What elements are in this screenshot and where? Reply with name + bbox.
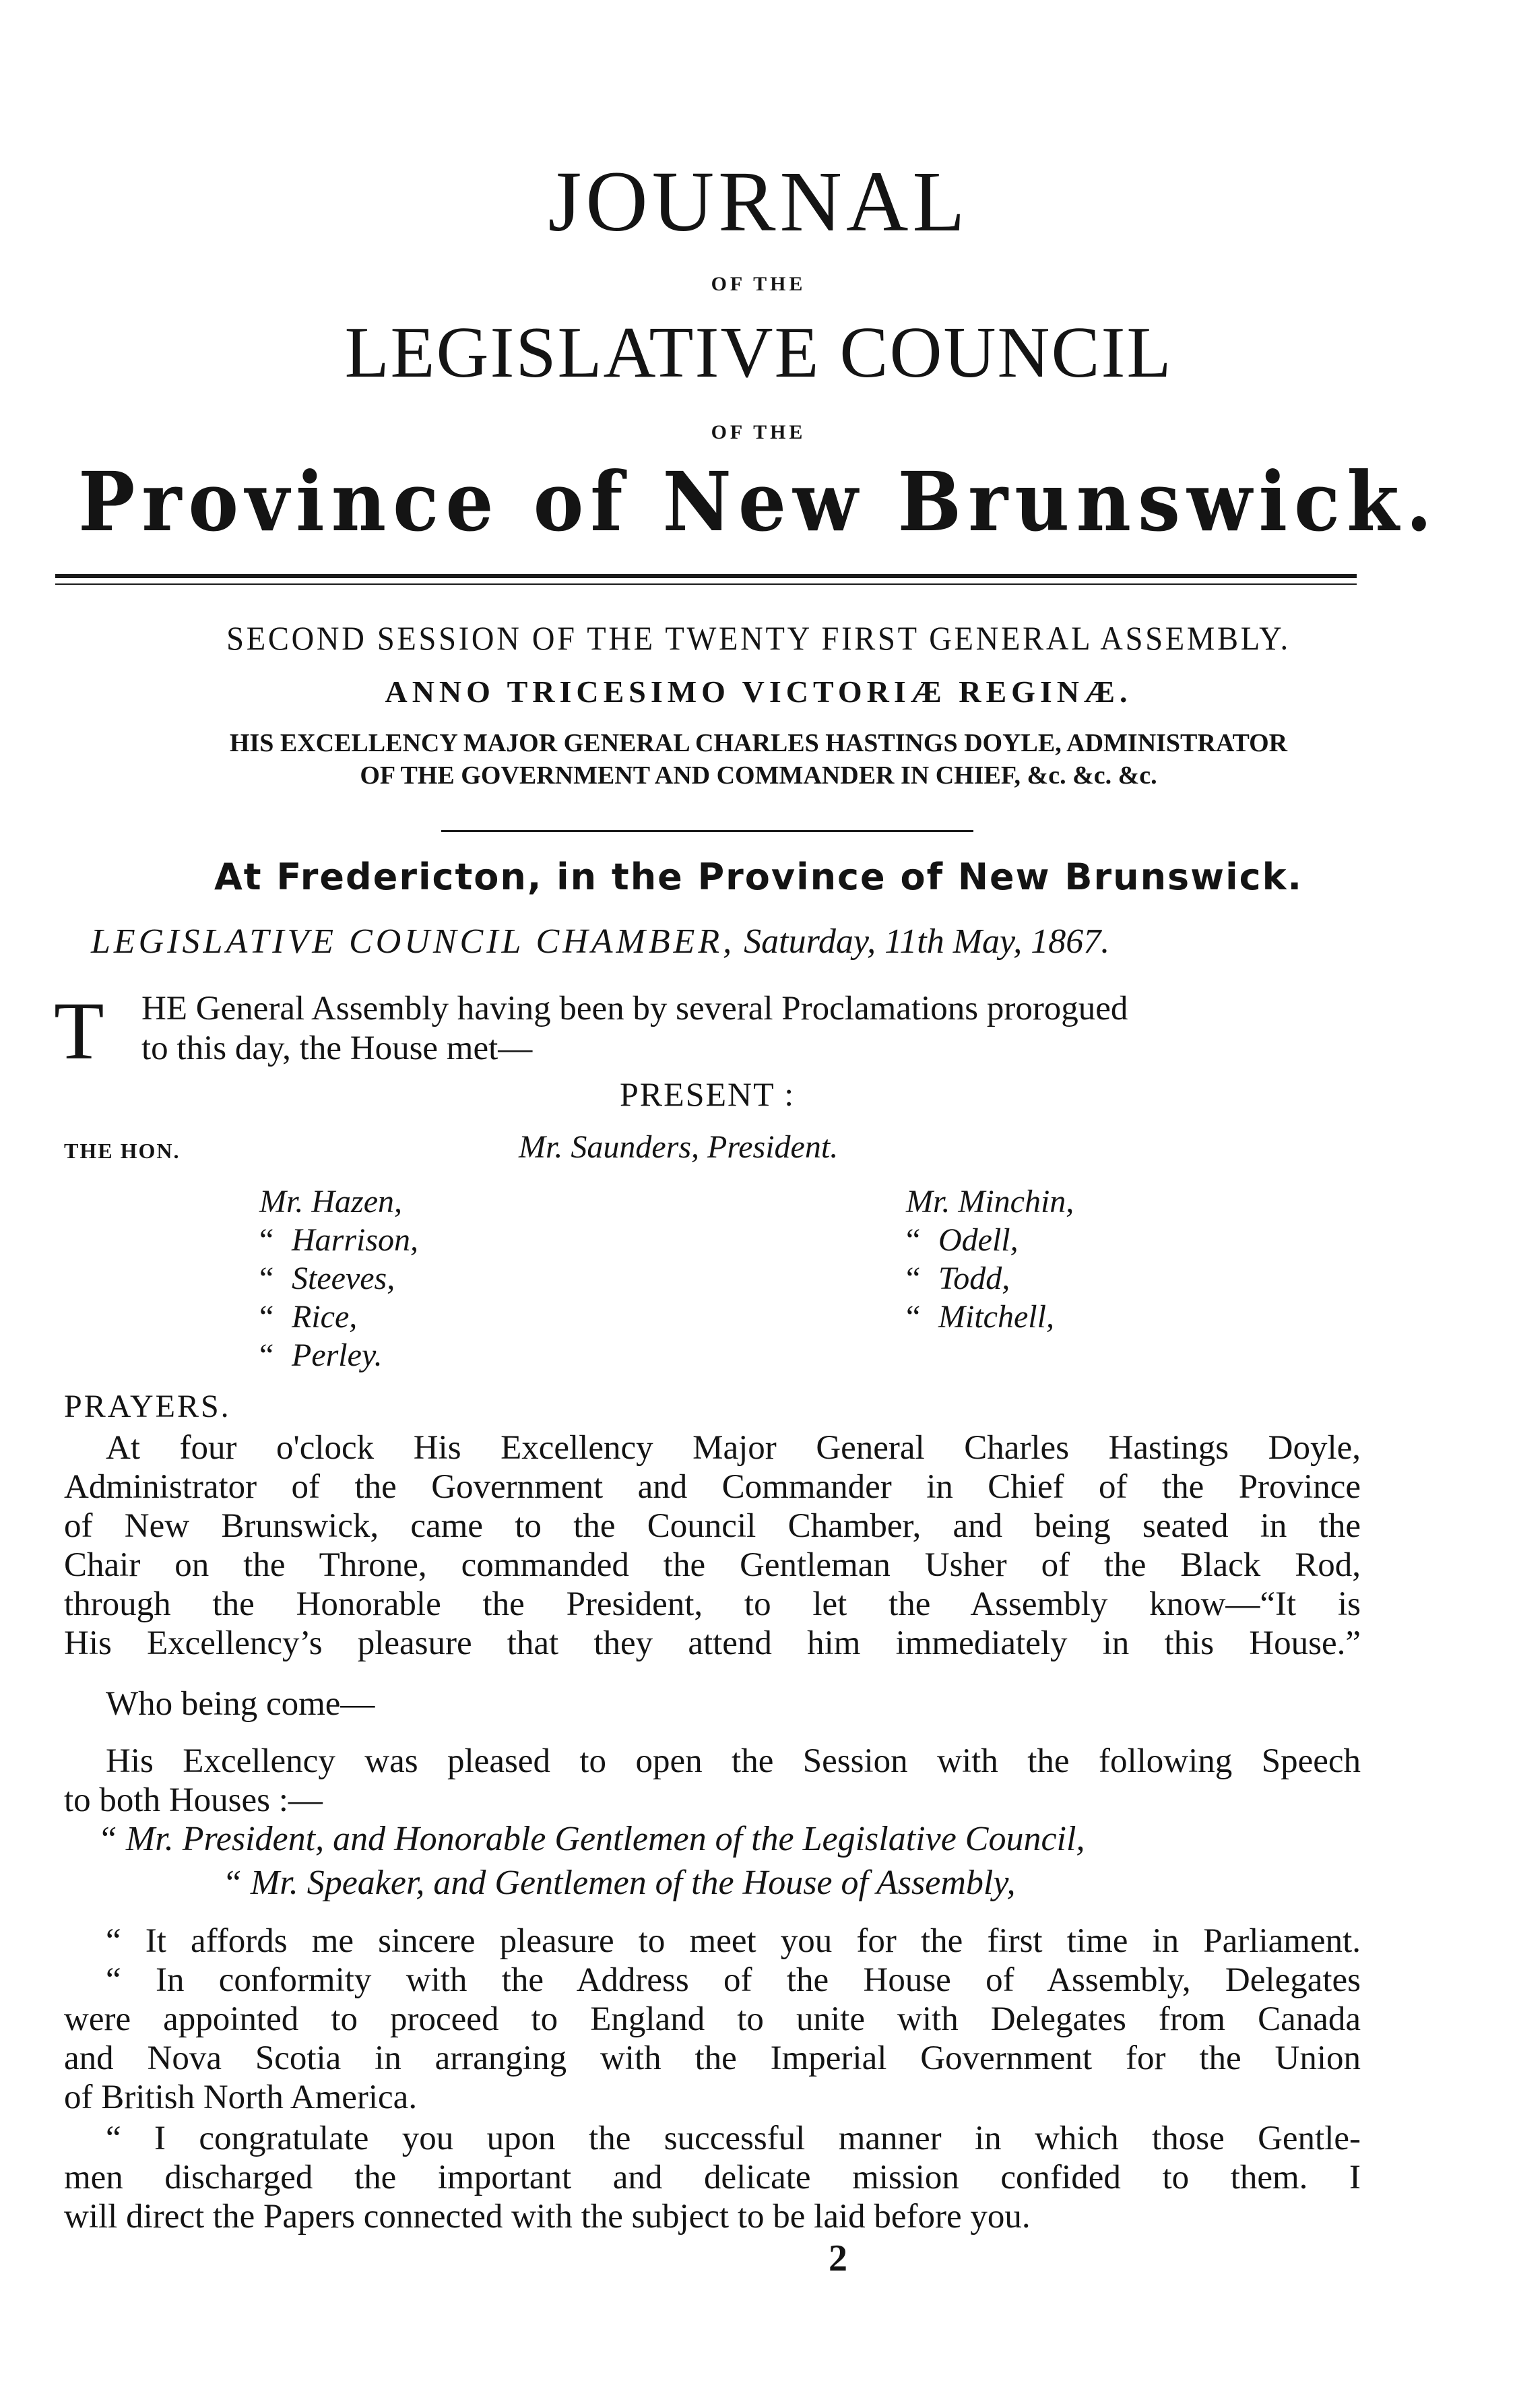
member-entry: “ Harrison, — [259, 1222, 419, 1258]
ditto-mark: “ — [906, 1261, 921, 1296]
ditto-mark: “ — [906, 1299, 921, 1335]
present-heading: PRESENT : — [620, 1075, 796, 1113]
member-entry: “ Steeves, — [259, 1261, 395, 1296]
of-the-label: OF THE — [711, 273, 806, 295]
paragraph-speech-intro — [64, 1742, 1361, 1820]
ditto-mark: “ — [259, 1299, 274, 1335]
president-entry: Mr. Saunders, President. — [519, 1129, 839, 1165]
member-entry: “ Rice, — [259, 1299, 358, 1335]
text-line: “ In conformity with the Address of the House of Assembly, Delegates — [106, 1961, 1361, 1999]
text-line: of New Brunswick, came to the Council Chamber, and being seated in the — [64, 1507, 1361, 1545]
text-line: Who being come— — [106, 1685, 375, 1723]
text-line: “ It affords me sincere pleasure to meet you for the first time in Parliament. — [106, 1922, 1361, 1960]
address-council: “ Mr. President, and Honorable Gentlemen of the Legislative Council, — [98, 1820, 1085, 1858]
paragraph-delegates — [64, 1961, 1361, 2117]
text-line: At four o'clock His Excellency Major General Charles Hastings Doyle, — [106, 1429, 1361, 1467]
session-date: Saturday, 11th May, 1867. — [744, 922, 1110, 961]
province-title: Province of New Brunswick. — [78, 454, 1439, 550]
administrator-line-2: OF THE GOVERNMENT AND COMMANDER IN CHIEF, &c. &c. &c. — [360, 761, 1157, 790]
administrator-line-1: HIS EXCELLENCY MAJOR GENERAL CHARLES HASTINGS DOYLE, ADMINISTRATOR — [229, 729, 1288, 757]
member-entry: Mr. Hazen, — [259, 1184, 402, 1219]
opening-line-2: to this day, the House met— — [141, 1029, 533, 1067]
members-left-column — [259, 1182, 418, 1374]
administrator-block — [0, 728, 1517, 792]
header-rule-thick — [55, 574, 1357, 578]
text-line: Chair on the Throne, commanded the Gentleman Usher of the Black Rod, — [64, 1546, 1361, 1584]
text-line: men discharged the important and delicate mission confided to them. I — [64, 2159, 1361, 2196]
address-assembly: “ Mr. Speaker, and Gentlemen of the House of Assembly, — [222, 1864, 1016, 1902]
text-line: and Nova Scotia in arranging with the Imperial Government for the Union — [64, 2039, 1361, 2077]
paragraph-arrival — [64, 1428, 1361, 1663]
member-entry: “ Odell, — [906, 1222, 1019, 1258]
text-line: His Excellency’s pleasure that they attend him immediately in this House.” — [64, 1624, 1361, 1662]
opening-line-1: HE General Assembly having been by several Proclamations prorogued — [141, 990, 1128, 1027]
header-rule-thin — [55, 583, 1357, 585]
text-line: His Excellency was pleased to open the Session with the following Speech — [106, 1742, 1361, 1780]
text-line: Administrator of the Government and Commander in Chief of the Province — [64, 1468, 1361, 1506]
location-heading: At Fredericton, in the Province of New Brunswick. — [214, 856, 1303, 898]
text-line: were appointed to proceed to England to unite with Delegates from Canada — [64, 2000, 1361, 2038]
regnal-year-line: ANNO TRICESIMO VICTORIÆ REGINÆ. — [385, 674, 1132, 709]
the-hon-label: THE HON. — [64, 1139, 181, 1163]
journal-title: JOURNAL — [548, 154, 969, 249]
text-line: will direct the Papers connected with the subject to be laid before you. — [64, 2198, 1031, 2236]
text-line: “ I congratulate you upon the successful manner in which those Gentle- — [106, 2120, 1361, 2157]
of-the-label-2: OF THE — [711, 421, 806, 443]
ditto-mark: “ — [259, 1222, 274, 1258]
page-number: 2 — [829, 2238, 847, 2279]
paragraph-congratulate — [64, 2119, 1361, 2236]
member-entry: “ Perley. — [259, 1337, 383, 1373]
member-entry: “ Mitchell, — [906, 1299, 1054, 1335]
section-divider — [441, 830, 973, 832]
member-entry: Mr. Minchin, — [906, 1184, 1074, 1219]
paragraph-who-being-come — [64, 1684, 1361, 1723]
ditto-mark: “ — [906, 1222, 921, 1258]
chamber-date-line — [91, 922, 1109, 961]
drop-cap: T — [54, 986, 104, 1077]
member-entry: “ Todd, — [906, 1261, 1010, 1296]
paragraph-pleasure — [64, 1922, 1361, 1961]
session-line: SECOND SESSION OF THE TWENTY FIRST GENERAL ASSEMBLY. — [226, 619, 1291, 657]
ditto-mark: “ — [259, 1261, 274, 1296]
legislative-council-title: LEGISLATIVE COUNCIL — [344, 313, 1173, 393]
chamber-name: LEGISLATIVE COUNCIL CHAMBER, — [91, 922, 736, 961]
members-right-column — [906, 1182, 1074, 1336]
text-line: through the Honorable the President, to let the Assembly know—“It is — [64, 1585, 1361, 1623]
prayers-heading: PRAYERS. — [64, 1389, 231, 1424]
text-line: of British North America. — [64, 2079, 418, 2116]
text-line: to both Houses :— — [64, 1781, 323, 1819]
ditto-mark: “ — [259, 1337, 274, 1373]
